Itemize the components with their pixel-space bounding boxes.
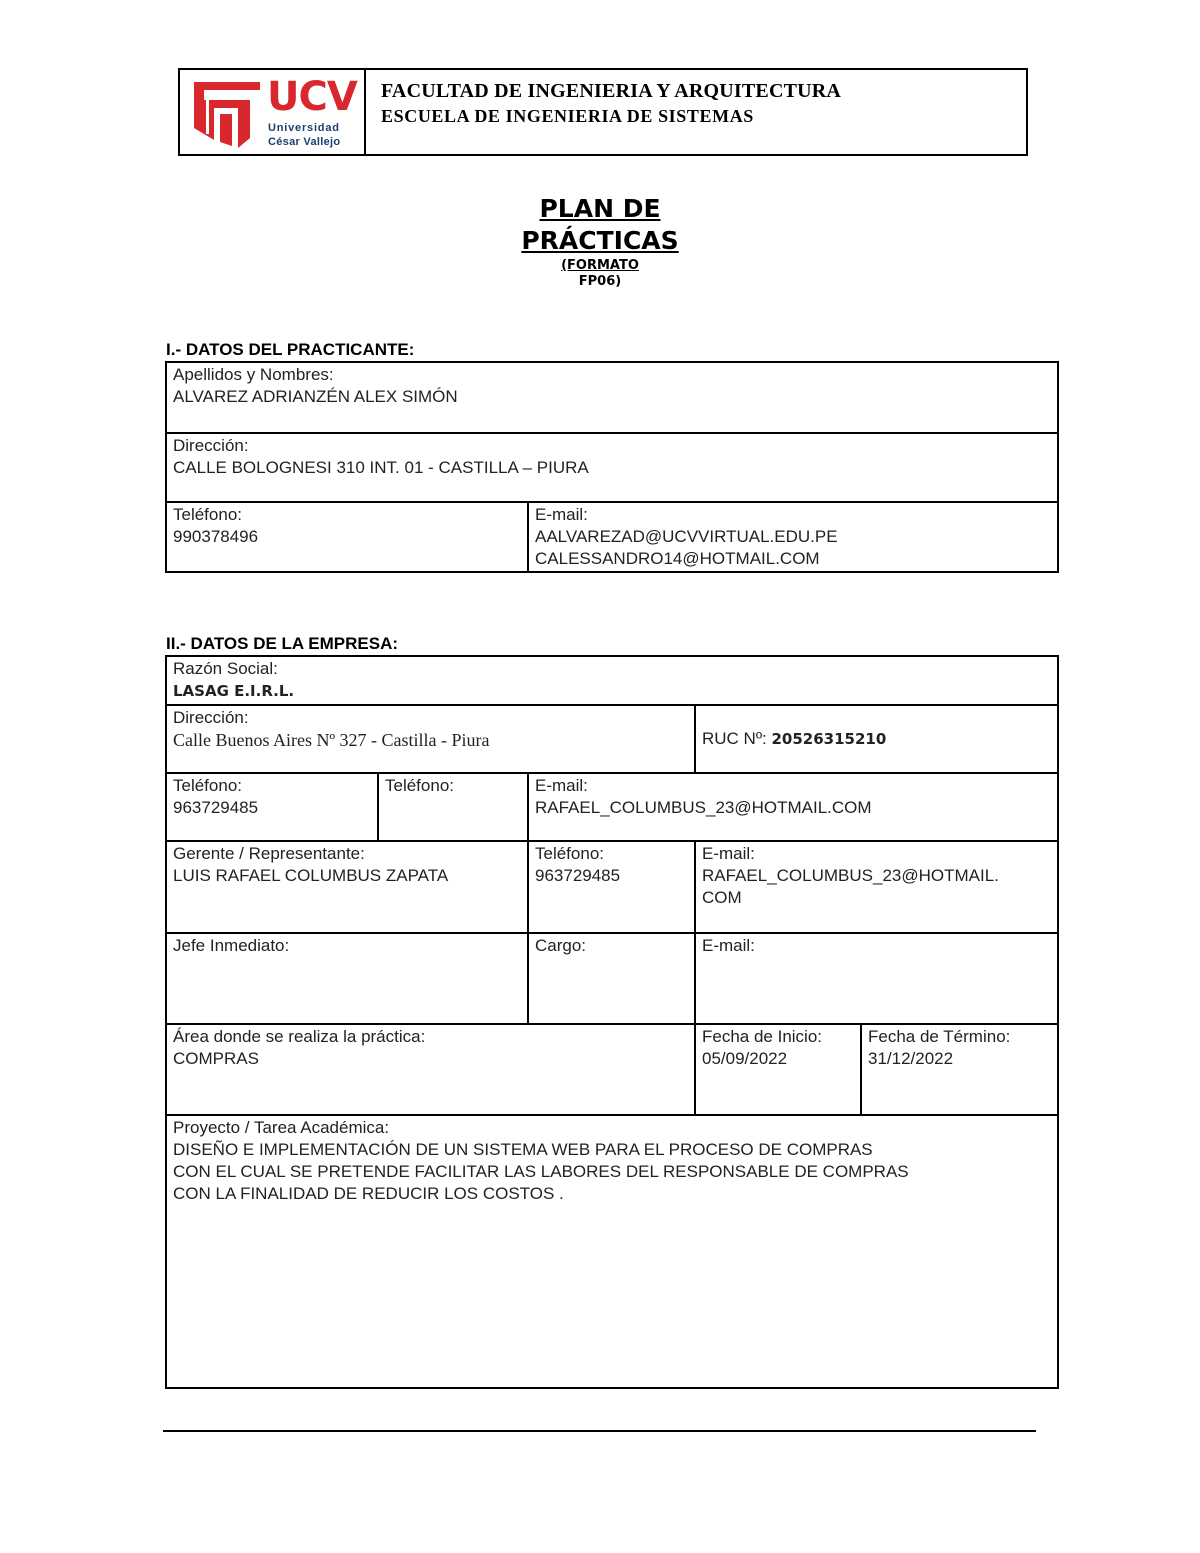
direccion-label: Dirección: [173,436,249,455]
proyecto-line-2: CON EL CUAL SE PRETENDE FACILITAR LAS LABORES DEL RESPONSABLE DE COMPRAS [173,1162,909,1181]
area-value: COMPRAS [173,1049,259,1068]
jefe-email-cell [695,933,1058,1024]
cargo-cell [528,933,695,1024]
direccion-value: CALLE BOLOGNESI 310 INT. 01 - CASTILLA – PIURA [173,458,589,477]
nombres-value: ALVAREZ ADRIANZÉN ALEX SIMÓN [173,387,458,406]
email-value-2: CALESSANDRO14@HOTMAIL.COM [535,549,820,568]
proyecto-cell [166,1115,1058,1388]
ucv-shield-icon [194,80,260,148]
footer-divider [163,1430,1036,1432]
title-line-3: (FORMATO [561,258,639,273]
empresa-direccion-label: Dirección: [173,708,249,727]
fecha-termino-cell [861,1024,1058,1115]
email-label: E-mail: [535,505,588,524]
jefe-cell [166,933,528,1024]
email-value-1: AALVAREZAD@UCVVIRTUAL.EDU.PE [535,527,838,546]
telefono-cell [166,502,528,572]
nombres-label: Apellidos y Nombres: [173,365,334,384]
logo-subtitle-1: Universidad [268,122,340,134]
school-name: ESCUELA DE INGENIERIA DE SISTEMAS [381,106,754,126]
logo-subtitle-2: César Vallejo [268,136,341,148]
ruc-cell [695,705,1058,773]
header-text [366,70,1026,154]
title-line-1: PLAN DE [539,194,661,223]
razon-social-value: LASAG E.I.R.L. [173,682,295,700]
gerente-email-value-1: RAFAEL_COLUMBUS_23@HOTMAIL. [702,866,999,885]
cargo-label: Cargo: [535,936,587,955]
gerente-telefono-label: Teléfono: [535,844,604,863]
empresa-telefono1-label: Teléfono: [173,776,242,795]
fecha-termino-label: Fecha de Término: [868,1027,1011,1046]
gerente-telefono-cell [528,841,695,933]
empresa-direccion-cell [166,705,695,773]
section-practicante-title: I.- DATOS DEL PRACTICANTE: [166,340,415,359]
proyecto-line-3: CON LA FINALIDAD DE REDUCIR LOS COSTOS . [173,1184,564,1203]
empresa-email-cell [528,773,1058,841]
telefono-value: 990378496 [173,527,259,546]
jefe-label: Jefe Inmediato: [173,936,290,955]
area-label: Área donde se realiza la práctica: [173,1027,426,1046]
direccion-cell [166,433,1058,502]
fecha-inicio-value: 05/09/2022 [702,1049,788,1068]
proyecto-label: Proyecto / Tarea Académica: [173,1118,390,1137]
empresa-table [165,655,1059,1389]
jefe-email-label: E-mail: [702,936,755,955]
gerente-value: LUIS RAFAEL COLUMBUS ZAPATA [173,866,449,885]
gerente-email-value-2: COM [702,888,742,907]
nombres-cell [166,362,1058,433]
section-empresa-title: II.- DATOS DE LA EMPRESA: [166,634,399,653]
title-line-2: PRÁCTICAS [521,226,679,255]
fecha-inicio-label: Fecha de Inicio: [702,1027,823,1046]
gerente-email-cell [695,841,1058,933]
document-header [178,68,1028,156]
ruc-value: 20526315210 [771,730,887,748]
gerente-cell [166,841,528,933]
faculty-name: FACULTAD DE INGENIERIA Y ARQUITECTURA [381,80,842,102]
area-cell [166,1024,695,1115]
razon-social-label: Razón Social: [173,659,278,678]
empresa-email-value: RAFAEL_COLUMBUS_23@HOTMAIL.COM [535,798,872,817]
empresa-telefono2-cell [378,773,528,841]
title-line-4: FP06) [578,274,622,289]
gerente-telefono-value: 963729485 [535,866,621,885]
empresa-direccion-value: Calle Buenos Aires Nº 327 - Castilla - Piura [173,730,490,750]
empresa-telefono1-cell [166,773,378,841]
email-cell [528,502,1058,572]
ruc-label: RUC Nº: [702,729,767,748]
fecha-inicio-cell [695,1024,861,1115]
university-logo [180,70,366,154]
gerente-label: Gerente / Representante: [173,844,365,863]
gerente-email-label: E-mail: [702,844,755,863]
empresa-telefono1-value: 963729485 [173,798,259,817]
empresa-telefono2-label: Teléfono: [385,776,454,795]
fecha-termino-value: 31/12/2022 [868,1049,954,1068]
practicante-table [165,361,1059,573]
proyecto-line-1: DISEÑO E IMPLEMENTACIÓN DE UN SISTEMA WEB PARA EL PROCESO DE COMPRAS [173,1140,873,1159]
empresa-email-label: E-mail: [535,776,588,795]
razon-social-cell [166,656,1058,705]
telefono-label: Teléfono: [173,505,242,524]
logo-ucv-text: UCV [267,74,357,120]
